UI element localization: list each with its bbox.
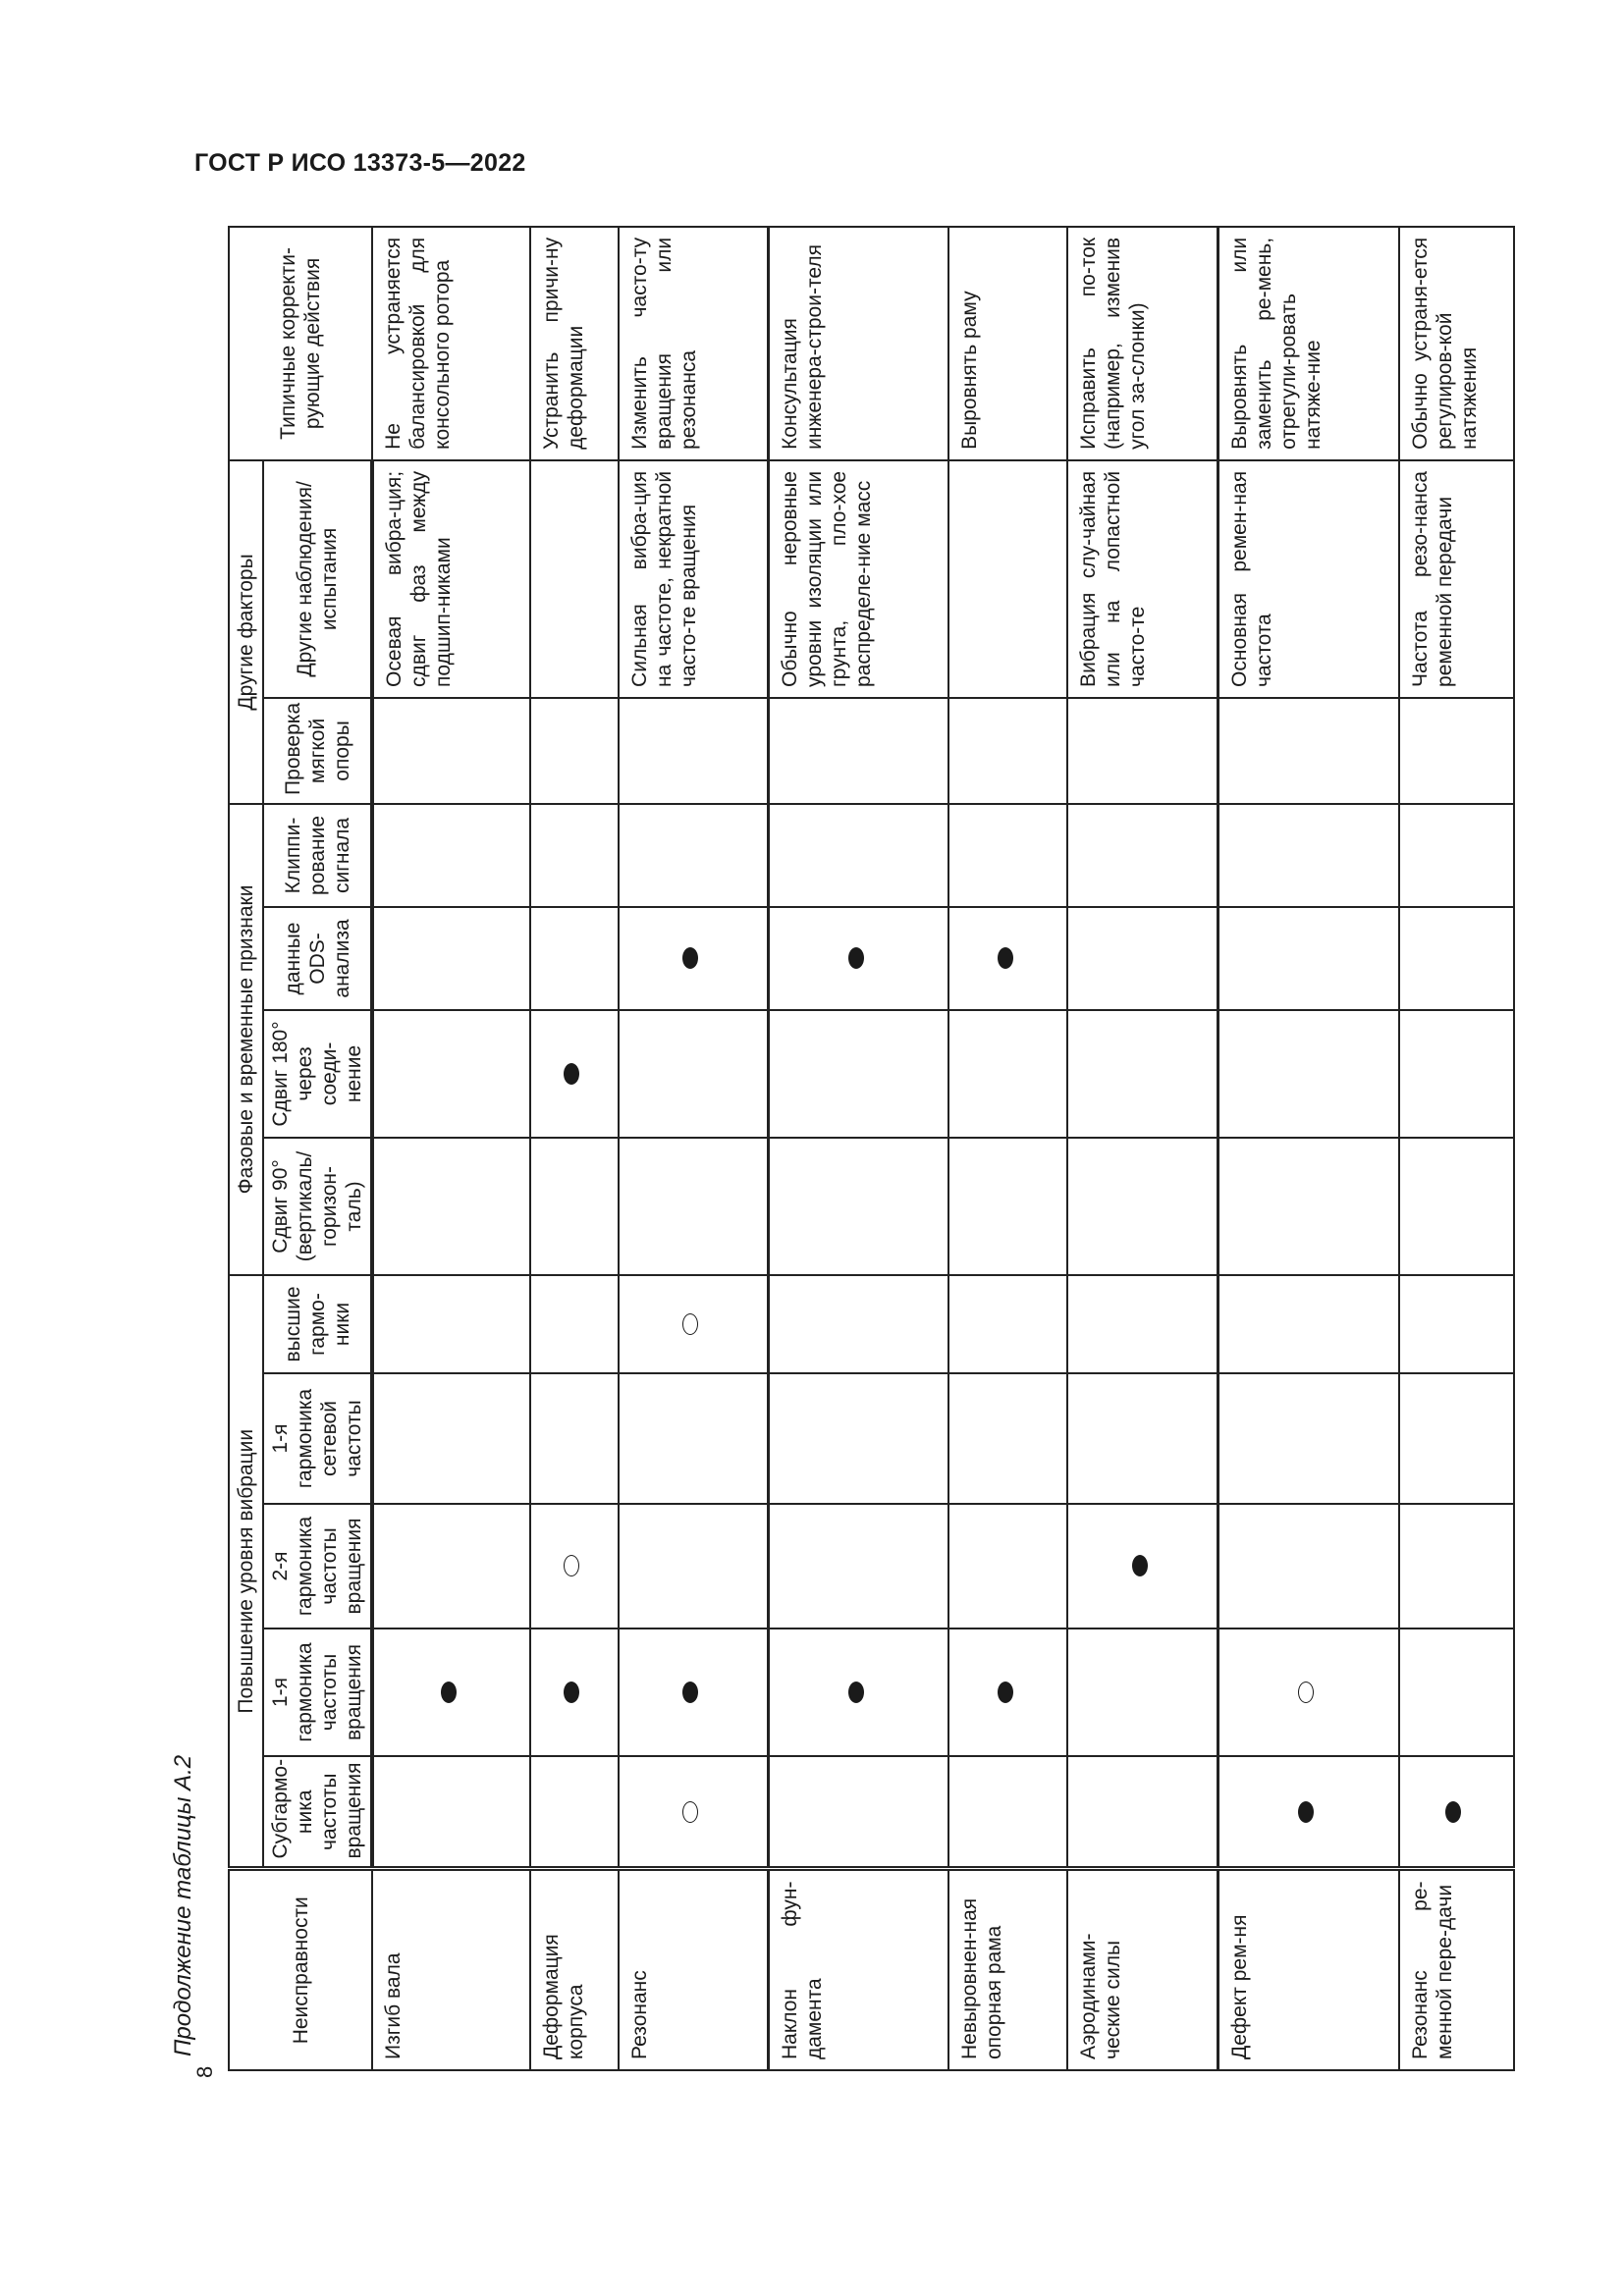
observations-cell: Обычно неровные уровни изоляции или грунта, пло-хое распределе-ние масс — [769, 460, 948, 698]
rotated-table-container — [228, 228, 1515, 2071]
marker-cell — [1218, 907, 1398, 1010]
marker-cell — [372, 804, 530, 907]
table-row — [948, 227, 1067, 2070]
marker-cell — [1067, 1756, 1218, 1869]
marker-cell — [372, 1756, 530, 1869]
filled-circle-icon — [564, 1682, 579, 1703]
fault-name-cell: Деформация корпуса — [530, 1869, 619, 2070]
corrective-action-cell: Консультация инженера-строи-теля — [769, 227, 948, 460]
marker-cell — [372, 1275, 530, 1373]
filled-circle-icon — [998, 947, 1013, 969]
marker-cell — [1399, 804, 1514, 907]
corrective-action-cell: Выровнять или заменить ре-мень, отрегули-ровать натяже-ние — [1218, 227, 1398, 460]
marker-cell — [1067, 804, 1218, 907]
corrective-action-cell: Обычно устраня-ется регулиров-кой натяжения — [1399, 227, 1514, 460]
marker-cell — [1399, 1373, 1514, 1504]
header-subharmonic: Субгармо-ника частоты вращения — [263, 1756, 372, 1869]
marker-cell — [769, 698, 948, 804]
marker-cell — [1399, 1138, 1514, 1275]
header-higher: высшие гармо-ники — [263, 1275, 372, 1373]
observations-cell: Осевая вибра-ция; сдвиг фаз между подшип-никами — [372, 460, 530, 698]
marker-cell — [769, 1010, 948, 1138]
header-h1: 1-я гармоника частоты вращения — [263, 1629, 372, 1756]
marker-cell — [769, 1756, 948, 1869]
marker-cell — [372, 1373, 530, 1504]
marker-cell — [530, 1010, 619, 1138]
marker-cell — [1218, 1138, 1398, 1275]
observations-cell: Вибрация слу-чайная или на лопастной часто-те — [1067, 460, 1218, 698]
marker-cell — [948, 1504, 1067, 1629]
document-title: ГОСТ Р ИСО 13373-5—2022 — [194, 149, 526, 177]
filled-circle-icon — [682, 947, 698, 969]
marker-cell — [1218, 1275, 1398, 1373]
fault-name-cell: Изгиб вала — [372, 1869, 530, 2070]
marker-cell — [1067, 698, 1218, 804]
marker-cell — [948, 1373, 1067, 1504]
table-row — [769, 227, 948, 2070]
table-row — [1399, 227, 1514, 2070]
header-phase-group: Фазовые и временные признаки — [229, 804, 263, 1275]
corrective-action-cell: Не устраняется балансировкой для консольного ротора — [372, 227, 530, 460]
table-row — [1218, 227, 1398, 2070]
observations-cell: Основная ремен-ная частота — [1218, 460, 1398, 698]
marker-cell — [948, 1275, 1067, 1373]
marker-cell — [948, 1138, 1067, 1275]
header-other-group: Другие факторы — [229, 460, 263, 804]
open-circle-icon — [1298, 1682, 1314, 1703]
fault-name-cell: Наклон фун-дамента — [769, 1869, 948, 2070]
filled-circle-icon — [564, 1063, 579, 1085]
filled-circle-icon — [1132, 1556, 1148, 1577]
header-group-row — [229, 227, 263, 2070]
marker-cell — [1399, 1629, 1514, 1756]
marker-cell — [948, 698, 1067, 804]
marker-cell — [530, 1504, 619, 1629]
filled-circle-icon — [441, 1682, 457, 1703]
header-ods: данные ODS-анализа — [263, 907, 372, 1010]
marker-cell — [530, 907, 619, 1010]
marker-cell — [619, 1138, 769, 1275]
marker-cell — [1218, 1629, 1398, 1756]
table-row — [1067, 227, 1218, 2070]
marker-cell — [530, 1373, 619, 1504]
marker-cell — [948, 804, 1067, 907]
marker-cell — [619, 1756, 769, 1869]
marker-cell — [1067, 1275, 1218, 1373]
header-shift180: Сдвиг 180° через соеди-нение — [263, 1010, 372, 1138]
marker-cell — [948, 1010, 1067, 1138]
table-row — [372, 227, 530, 2070]
corrective-action-cell: Устранить причи-ну деформации — [530, 227, 619, 460]
corrective-action-cell: Выровнять раму — [948, 227, 1067, 460]
marker-cell — [530, 1756, 619, 1869]
filled-circle-icon — [1298, 1801, 1314, 1823]
marker-cell — [769, 1275, 948, 1373]
header-actions: Типичные корректи-рующие действия — [229, 227, 372, 460]
marker-cell — [1067, 907, 1218, 1010]
marker-cell — [372, 698, 530, 804]
filled-circle-icon — [1445, 1801, 1461, 1823]
marker-cell — [372, 907, 530, 1010]
table-caption: Продолжение таблицы А.2 — [170, 1754, 196, 2056]
marker-cell — [372, 1629, 530, 1756]
marker-cell — [619, 1275, 769, 1373]
header-observations: Другие наблюдения/ испытания — [263, 460, 372, 698]
header-mains: 1-я гармоника сетевой частоты — [263, 1373, 372, 1504]
marker-cell — [769, 804, 948, 907]
header-shift90: Сдвиг 90° (вертикаль/ горизон-таль) — [263, 1138, 372, 1275]
marker-cell — [1399, 1010, 1514, 1138]
open-circle-icon — [682, 1801, 698, 1823]
marker-cell — [619, 698, 769, 804]
marker-cell — [1399, 1504, 1514, 1629]
observations-cell — [948, 460, 1067, 698]
header-clipping: Клиппи-рование сигнала — [263, 804, 372, 907]
marker-cell — [769, 907, 948, 1010]
marker-cell — [1218, 698, 1398, 804]
marker-cell — [619, 1504, 769, 1629]
fault-name-cell: Аэродинами-ческие силы — [1067, 1869, 1218, 2070]
marker-cell — [1218, 1373, 1398, 1504]
fault-name-cell: Невыровнен-ная опорная рама — [948, 1869, 1067, 2070]
marker-cell — [948, 907, 1067, 1010]
open-circle-icon — [564, 1556, 579, 1577]
marker-cell — [1399, 698, 1514, 804]
marker-cell — [948, 1629, 1067, 1756]
marker-cell — [1218, 1504, 1398, 1629]
open-circle-icon — [682, 1313, 698, 1335]
table-row — [619, 227, 769, 2070]
corrective-action-cell: Изменить часто-ту вращения или резонанса — [619, 227, 769, 460]
marker-cell — [1067, 1504, 1218, 1629]
header-softfoot: Проверка мягкой опоры — [263, 698, 372, 804]
filled-circle-icon — [848, 1682, 864, 1703]
observations-cell: Частота резо-нанса ременной передачи — [1399, 460, 1514, 698]
marker-cell — [1399, 1756, 1514, 1869]
marker-cell — [1218, 1756, 1398, 1869]
header-column-row — [263, 227, 372, 2070]
fault-name-cell: Резонанс — [619, 1869, 769, 2070]
marker-cell — [1067, 1373, 1218, 1504]
marker-cell — [1218, 1010, 1398, 1138]
marker-cell — [530, 1138, 619, 1275]
marker-cell — [372, 1138, 530, 1275]
marker-cell — [530, 1629, 619, 1756]
corrective-action-cell: Исправить по-ток (например, изменив угол за-слонки) — [1067, 227, 1218, 460]
marker-cell — [1399, 1275, 1514, 1373]
marker-cell — [1218, 804, 1398, 907]
header-faults: Неисправности — [229, 1869, 372, 2070]
header-h2: 2-я гармоника частоты вращения — [263, 1504, 372, 1629]
marker-cell — [530, 804, 619, 907]
marker-cell — [1067, 1010, 1218, 1138]
marker-cell — [1067, 1138, 1218, 1275]
fault-diagnosis-table — [228, 226, 1515, 2071]
observations-cell — [530, 460, 619, 698]
page-number: 8 — [192, 2065, 217, 2078]
observations-cell: Сильная вибра-ция на частоте, некратной часто-те вращения — [619, 460, 769, 698]
marker-cell — [619, 1629, 769, 1756]
marker-cell — [769, 1504, 948, 1629]
marker-cell — [619, 907, 769, 1010]
filled-circle-icon — [682, 1682, 698, 1703]
marker-cell — [948, 1756, 1067, 1869]
fault-name-cell: Резонанс ре-менной пере-дачи — [1399, 1869, 1514, 2070]
marker-cell — [769, 1629, 948, 1756]
marker-cell — [530, 1275, 619, 1373]
marker-cell — [769, 1138, 948, 1275]
marker-cell — [372, 1010, 530, 1138]
marker-cell — [619, 804, 769, 907]
marker-cell — [530, 698, 619, 804]
table-row — [530, 227, 619, 2070]
marker-cell — [1067, 1629, 1218, 1756]
marker-cell — [619, 1010, 769, 1138]
filled-circle-icon — [848, 947, 864, 969]
marker-cell — [1399, 907, 1514, 1010]
marker-cell — [769, 1373, 948, 1504]
marker-cell — [619, 1373, 769, 1504]
fault-name-cell: Дефект рем-ня — [1218, 1869, 1398, 2070]
filled-circle-icon — [998, 1682, 1013, 1703]
table-body — [372, 227, 1514, 2070]
header-vibration-group: Повышение уровня вибрации — [229, 1275, 263, 1869]
marker-cell — [372, 1504, 530, 1629]
